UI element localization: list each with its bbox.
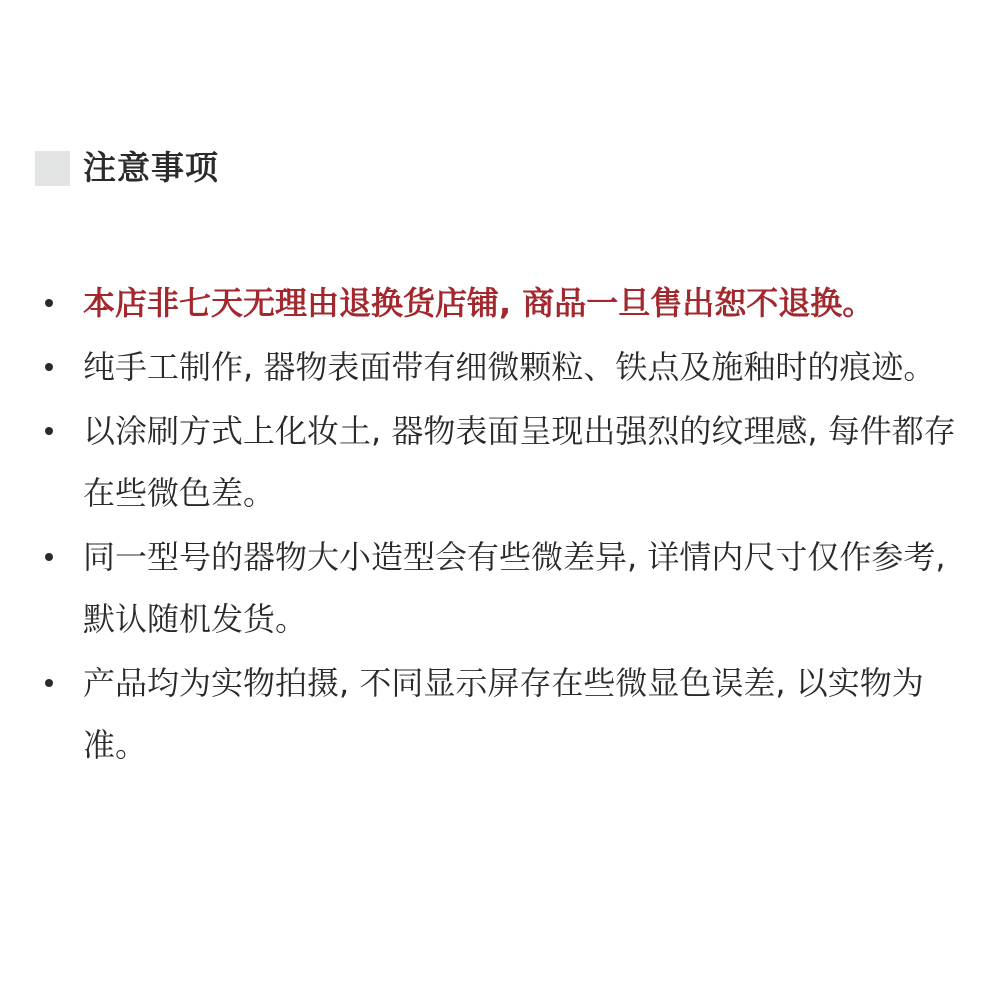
- bullet-icon: [45, 363, 53, 371]
- note-text: 产品均为实物拍摄, 不同显示屏存在些微显色误差, 以实物为准。: [83, 664, 924, 764]
- note-item-size-variance: [42, 526, 977, 650]
- note-text: 本店非七天无理由退换货店铺, 商品一旦售出恕不退换。: [83, 284, 875, 322]
- note-text: 纯手工制作, 器物表面带有细微颗粒、铁点及施釉时的痕迹。: [83, 348, 936, 386]
- bullet-icon: [45, 679, 53, 687]
- bullet-icon: [45, 299, 53, 307]
- note-item-color-variance: [42, 652, 977, 776]
- section-title: 注意事项: [83, 148, 219, 187]
- note-text: 以涂刷方式上化妆土, 器物表面呈现出强烈的纹理感, 每件都存在些微色差。: [83, 412, 956, 512]
- notes-list: [42, 272, 977, 778]
- note-item-no-return: [42, 272, 977, 334]
- bullet-icon: [45, 553, 53, 561]
- header-square-marker: [35, 151, 70, 186]
- section-header: [35, 146, 219, 190]
- note-item-handmade: [42, 336, 977, 398]
- note-text: 同一型号的器物大小造型会有些微差异, 详情内尺寸仅作参考, 默认随机发货。: [83, 538, 946, 638]
- note-item-texture: [42, 400, 977, 524]
- bullet-icon: [45, 427, 53, 435]
